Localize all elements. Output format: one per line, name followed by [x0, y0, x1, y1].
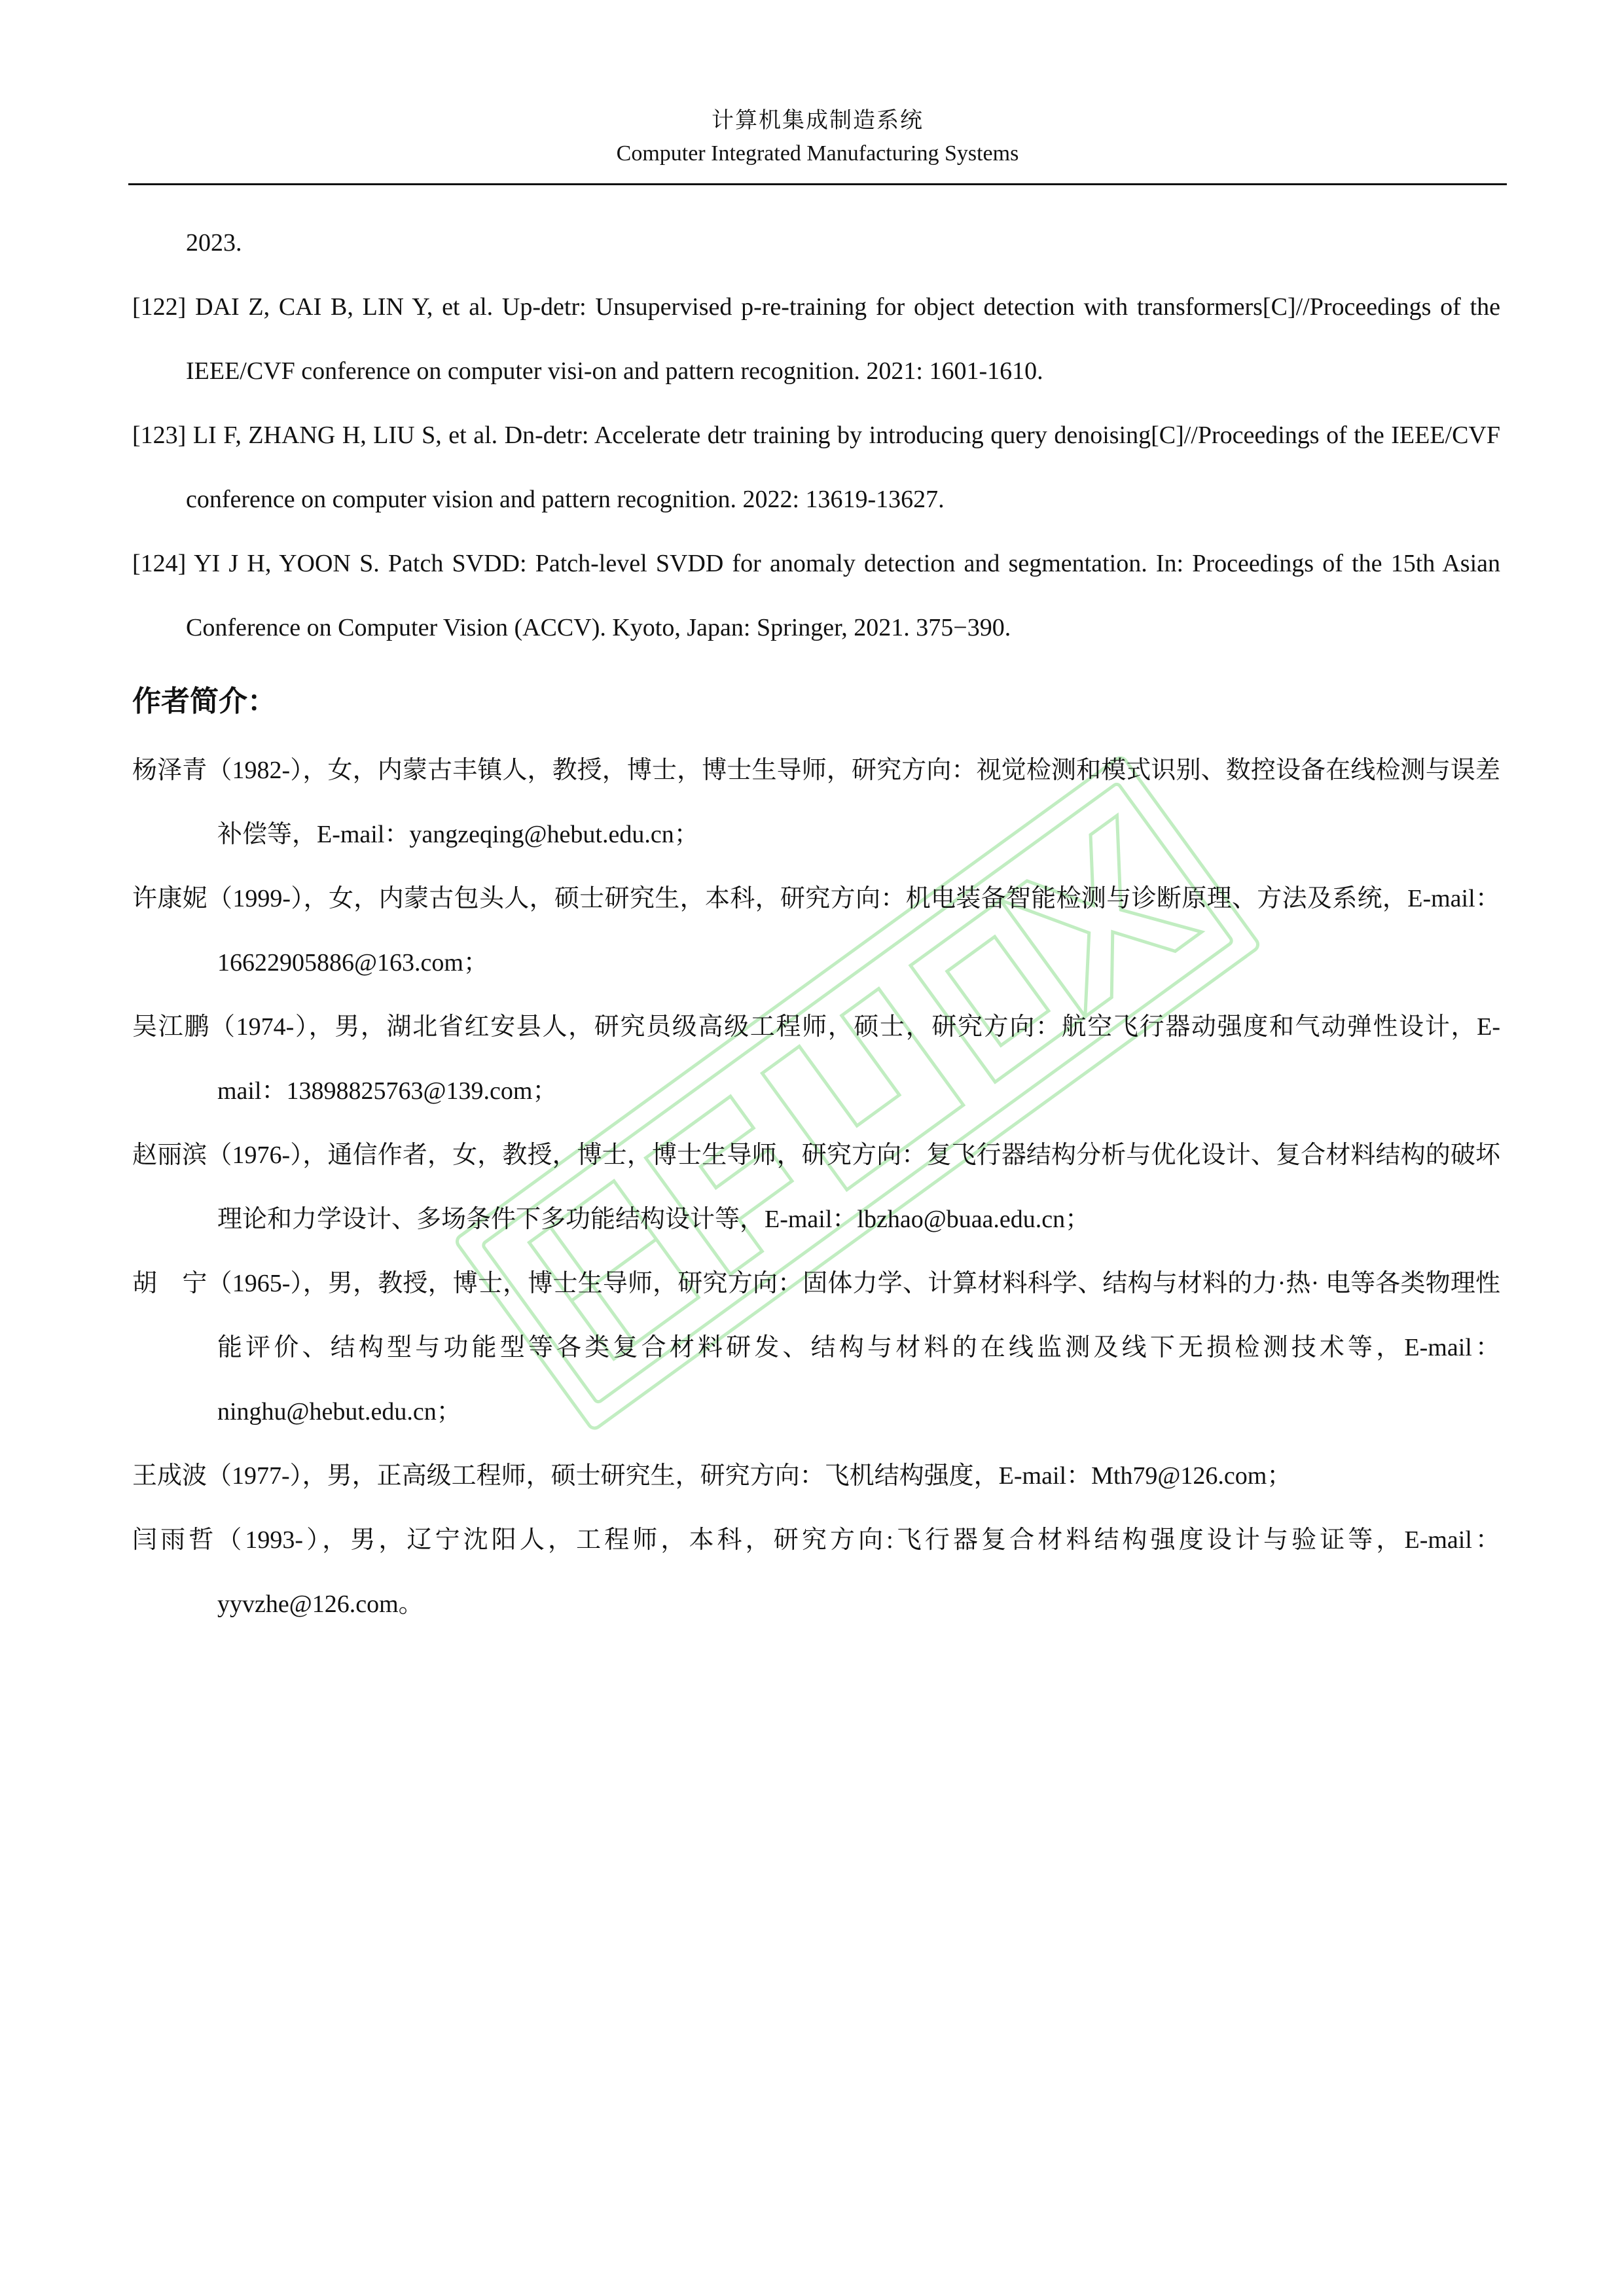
journal-title-cn: 计算机集成制造系统 [712, 109, 924, 133]
author-section-title: 作者简介： [132, 685, 276, 718]
header-rule [128, 183, 1507, 185]
author-bio-wu-jiangpeng: 吴江鹏（1974-），男，湖北省红安县人，研究员级高级工程师，硕士，研究方向：航空飞行器动强度和气动弹性设计，E-mail：13898825763@139.com； [132, 1013, 1500, 1105]
journal-title-en: Computer Integrated Manufacturing Systems [616, 141, 1019, 166]
author-bio-yan-yuzhe: 闫雨哲（1993-），男，辽宁沈阳人，工程师，本科，研究方向:飞行器复合材料结构强度设计与验证等，E-mail：yyvzhe@126.com。 [132, 1526, 1500, 1618]
author-bio-zhao-libin: 赵丽滨（1976-），通信作者，女，教授，博士，博士生导师，研究方向：复飞行器结构分析与优化设计、复合材料结构的破坏理论和力学设计、多场条件下多功能结构设计等，E-mail：lbzhao@buaa.edu.cn； [132, 1141, 1500, 1233]
reference-item-123 [132, 403, 1500, 531]
author-bio-xu-kangni: 许康妮（1999-），女，内蒙古包头人，硕士研究生，本科，研究方向：机电装备智能检测与诊断原理、方法及系统，E-mail：16622905886@163.com； [132, 885, 1500, 977]
reference-label: [124] [132, 550, 187, 577]
reference-item-124 [132, 531, 1500, 660]
reference-label: [122] [132, 293, 187, 321]
reference-text: YI J H, YOON S. Patch SVDD: Patch-level SVDD for anomaly detection and segmentation. In: Proceedings of the 15th Asian Conference on Computer Vision (ACCV). Kyoto, Japan: Springer, 2021. 375−390. [186, 550, 1501, 641]
page-body [132, 211, 1500, 1636]
author-bio-wang-chengbo: 王成波（1977-），男，正高级工程师，硕士研究生，研究方向：飞机结构强度，E-mail：Mth79@126.com； [132, 1462, 1292, 1490]
author-bio-yang-zeqing: 杨泽青（1982-），女，内蒙古丰镇人，教授，博士，博士生导师，研究方向：视觉检测和模式识别、数控设备在线检测与误差补偿等，E-mail：yangzeqing@hebut.edu.cn； [132, 757, 1500, 848]
reference-text: DAI Z, CAI B, LIN Y, et al. Up-detr: Unsupervised p-re-training for object detection with transformers[C]//Proceedings of the IEEE/CVF conference on computer visi-on and pattern recognition. 2021: 1601-1610. [186, 293, 1501, 385]
reference-item-122 [132, 275, 1500, 403]
reference-label: [123] [132, 422, 187, 449]
reference-text: LI F, ZHANG H, LIU S, et al. Dn-detr: Accelerate detr training by introducing query denoising[C]//Proceedings of the IEEE/CVF conference on computer vision and pattern recognition. 2022: 13619-13627. [186, 422, 1501, 513]
reference-continuation [132, 211, 1500, 275]
reference-text: 2023. [186, 229, 242, 257]
author-bio-hu-ning: 胡 宁（1965-），男，教授，博士，博士生导师，研究方向：固体力学、计算材料科学、结构与材料的力·热· 电等各类物理性能评价、结构型与功能型等各类复合材料研发、结构与材料的在线监测及线下无损检测技术等，E-mail：ninghu@hebut.edu.cn； [132, 1270, 1500, 1426]
running-header [128, 105, 1507, 170]
